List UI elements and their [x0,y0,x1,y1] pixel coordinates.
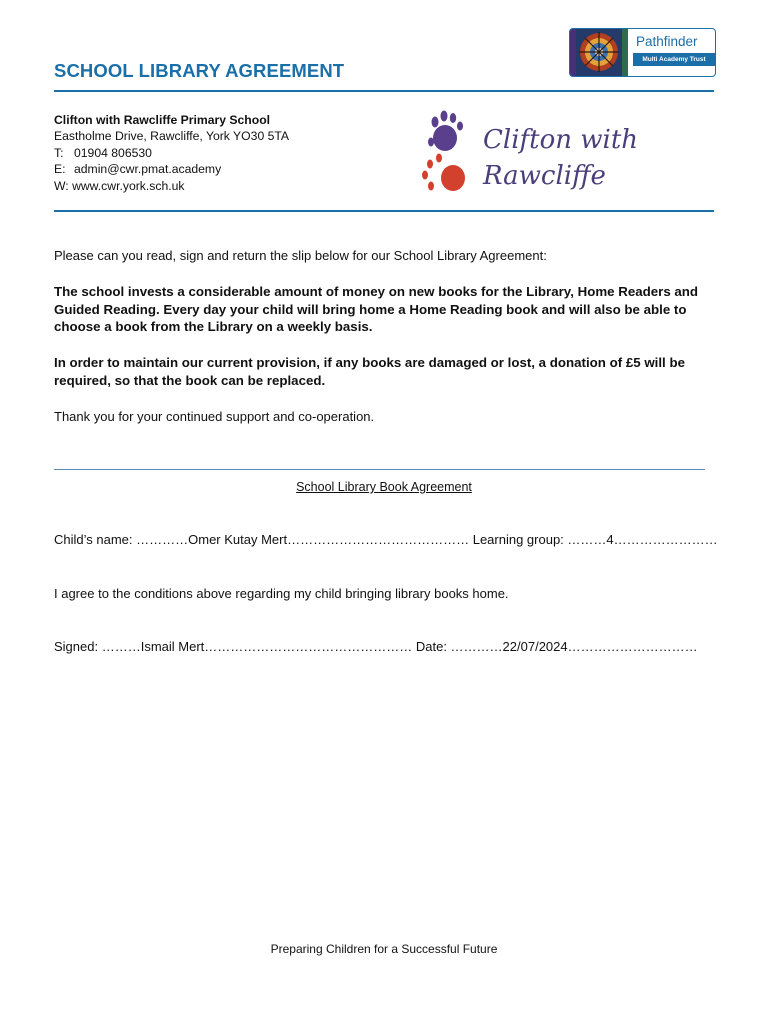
pathfinder-subtitle: Multi Academy Trust [633,53,715,66]
thanks-text: Thank you for your continued support and co-operation. [54,409,375,424]
contact-block [54,112,289,194]
phone-label: T: [54,145,64,160]
web-address: www.cwr.york.sch.uk [72,178,185,193]
header-divider [54,90,714,92]
child-name-line: Child’s name: …………Omer Kutay Mert…………………………………… Learning group: ………4…………………… [54,532,718,547]
cut-line [54,469,705,470]
phone-line [54,145,289,161]
email-label: E: [54,162,66,177]
email-address: admin@cwr.pmat.academy [74,162,222,177]
email-line [54,161,289,177]
contact-divider [54,210,714,212]
slip-title: School Library Book Agreement [296,480,472,494]
investment-paragraph: The school invests a considerable amount of money on new books for the Library, Home Readers and Guided Reading. Every day your child will bring home a Home Reading book and will also be able to choose a book from the Library on a weekly basis. [54,284,699,334]
agreement-statement: I agree to the conditions above regarding my child bringing library books home. [54,586,509,601]
stained-glass-window-icon [570,29,628,76]
pathfinder-logo [569,28,716,77]
web-label: W: [54,178,69,193]
school-address: Eastholme Drive, Rawcliffe, York YO30 5TA [54,129,290,144]
donation-paragraph: In order to maintain our current provision, if any books are damaged or lost, a donation of £5 will be required, so that the book can be replaced. [54,355,685,388]
pathfinder-name: Pathfinder [636,34,698,49]
footer-tagline: Preparing Children for a Successful Future [270,942,498,956]
school-name: Clifton with Rawcliffe Primary School [54,113,271,127]
signature-line: Signed: ………Ismail Mert………………………………………… Date: …………22/07/2024………………………… [54,639,698,654]
purple-handprint-icon [428,111,463,152]
logo-line-1: Clifton with [483,125,639,155]
logo-line-2: Rawcliffe [483,161,606,191]
phone-number: 01904 806530 [74,145,152,160]
page-title: SCHOOL LIBRARY AGREEMENT [54,60,345,81]
web-line [54,178,289,194]
intro-text: Please can you read, sign and return the slip below for our School Library Agreement: [54,248,547,263]
school-logo [415,108,685,198]
red-handprint-icon [422,154,465,192]
